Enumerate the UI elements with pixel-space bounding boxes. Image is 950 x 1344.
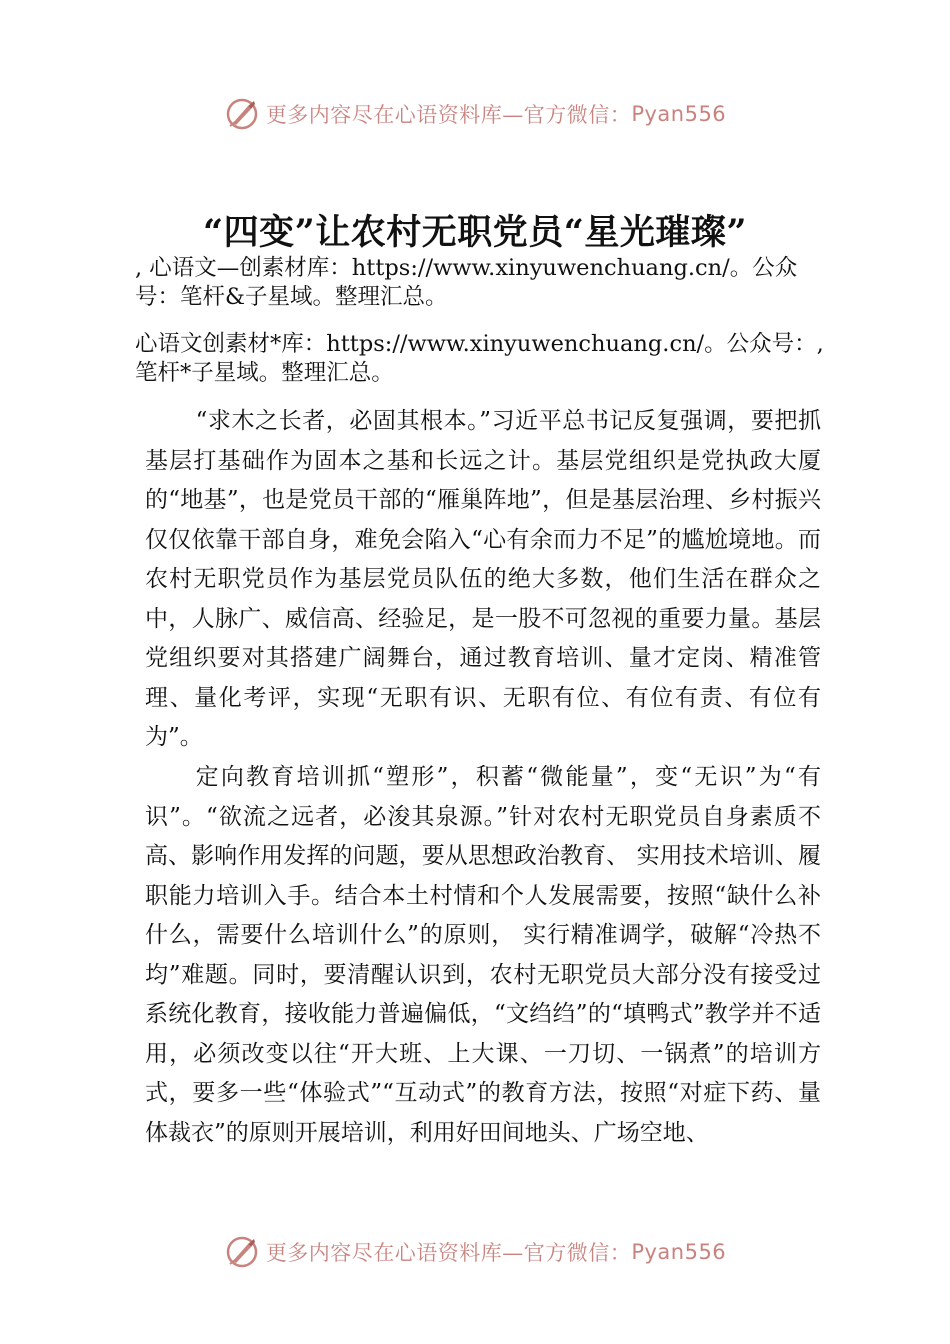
quill-pen-logo-icon bbox=[224, 96, 260, 132]
quill-pen-logo-icon bbox=[224, 1234, 260, 1270]
body-paragraph-2: 定向教育培训抓“塑形”，积蓄“微能量”，变“无识”为“有识”。“欲流之远者，必浚其泉源。”针对农村无职党员自身素质不高、影响作用发挥的问题，要从思想政治教育、 实用技术培训、履职能力培训入手。结合本土村情和个人发展需要，按照“缺什么补什么，需要什么培训什么”的原则， 实行精准调学，破解“冷热不均”难题。同时，要清醒认识到，农村无职党员大部分没有接受过系统化教育，接收能力普遍偏低，“文绉绉”的“填鸭式”教学并不适用，必须改变以往“开大班、上大课、一刀切、一锅煮”的培训方式，要多一些“体验式”“互动式”的教育方法，按照“对症下药、量体裁衣”的原则开展培训，利用好田间地头、广场空地、 bbox=[145, 764, 821, 1146]
body-paragraph-1: “求木之长者，必固其根本。”习近平总书记反复强调，要把抓基层打基础作为固本之基和长远之计。基层党组织是党执政大厦的“地基”，也是党员干部的“雁巢阵地”，但是基层治理、乡村振兴仅仅依靠干部自身，难免会陷入“心有余而力不足”的尴尬境地。而农村无职党员作为基层党员队伍的绝大多数，他们生活在群众之中，人脉广、威信高、经验足，是一股不可忽视的重要力量。基层党组织要对其搭建广阔舞台，通过教育培训、量才定岗、精准管理、量化考评，实现“无职有识、无职有位、有位有责、有位有为”。 bbox=[145, 408, 821, 750]
banner-text: 更多内容尽在心语资料库—官方微信： bbox=[265, 103, 632, 127]
banner-text: 更多内容尽在心语资料库—官方微信： bbox=[265, 1241, 632, 1265]
source-note-2: 心语文创素材*库：https://www.xinyuwenchuang.cn/。公众号：,笔杆*子星域。整理汇总。 bbox=[135, 331, 824, 386]
banner-wechat-id: Pyan556 bbox=[631, 102, 727, 126]
banner-wechat-id: Pyan556 bbox=[631, 1240, 727, 1264]
document-title: “四变”让农村无职党员“星光璀璨” bbox=[202, 212, 748, 253]
source-note-1: , 心语文—创素材库：https://www.xinyuwenchuang.cn/。公众号：笔杆&子星域。整理汇总。 bbox=[135, 255, 798, 310]
footer-watermark-banner bbox=[0, 1230, 950, 1274]
header-watermark-banner bbox=[0, 92, 950, 136]
